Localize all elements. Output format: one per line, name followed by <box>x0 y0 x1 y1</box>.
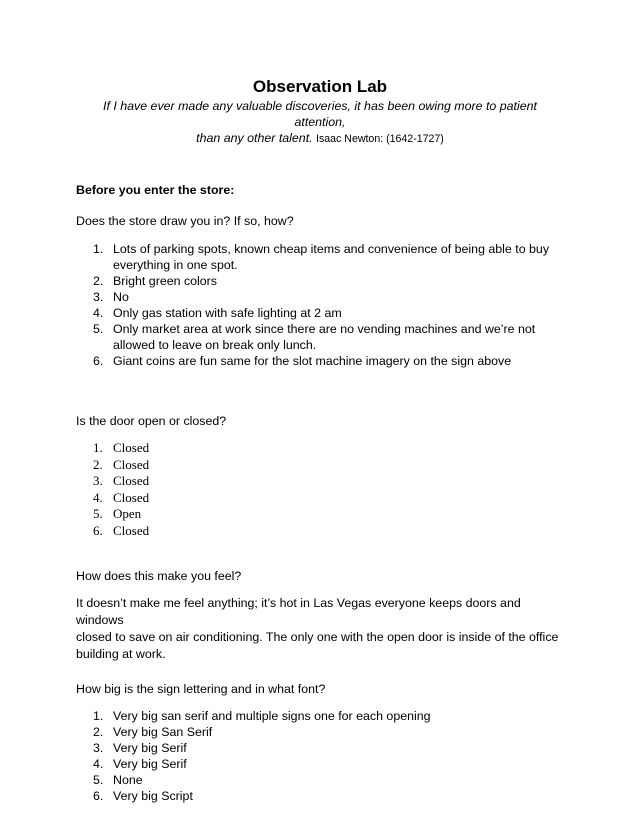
list-item <box>76 457 564 474</box>
epigraph-line-2 <box>76 130 564 147</box>
list-item <box>76 353 564 369</box>
list-item <box>76 724 564 740</box>
list-number: 4. <box>93 489 103 505</box>
question-sign-font: How big is the sign lettering and in what font? <box>76 682 326 696</box>
list-number: 3. <box>93 741 104 755</box>
list-item <box>76 305 564 321</box>
list-number: 5. <box>93 322 104 336</box>
list-item <box>76 273 564 289</box>
list-text-cont: everything in one spot. <box>113 258 238 272</box>
list-text: Very big Serif <box>113 757 187 771</box>
list-text: Very big San Serif <box>113 725 213 739</box>
list-item <box>76 740 564 756</box>
list-item <box>76 241 564 273</box>
list-number: 1. <box>93 440 103 455</box>
list-text: Closed <box>113 489 150 505</box>
answer-feel-line-2: closed to save on air conditioning. The only one with the open door is inside of the office <box>76 630 559 644</box>
question-door: Is the door open or closed? <box>76 414 227 428</box>
epigraph-line-2-text: than any other talent. <box>196 131 313 145</box>
list-number: 2. <box>93 274 104 288</box>
list-text: Open <box>113 506 142 521</box>
list-number: 6. <box>93 522 103 538</box>
epigraph-line-1: If I have ever made any valuable discoveries, it has been owing more to patient attention, <box>103 99 537 129</box>
list-text: Closed <box>113 456 150 472</box>
document-title: Observation Lab <box>252 77 388 96</box>
list-number: 2. <box>93 725 104 739</box>
list-number: 3. <box>93 290 104 304</box>
answers-door <box>76 440 564 539</box>
list-text: Bright green colors <box>113 274 217 288</box>
list-text: None <box>113 773 143 787</box>
list-number: 4. <box>93 306 104 320</box>
list-text: Giant coins are fun same for the slot machine imagery on the sign above <box>113 354 512 368</box>
list-text-cont: allowed to leave on break only lunch. <box>113 338 317 352</box>
list-item <box>76 490 564 507</box>
answer-feel <box>76 595 564 663</box>
epigraph-citation: Isaac Newton: (1642-1727) <box>316 133 444 145</box>
list-number: 4. <box>93 757 104 771</box>
list-number: 5. <box>93 773 104 787</box>
answers-sign-font <box>76 708 564 804</box>
question-feel: How does this make you feel? <box>76 569 242 583</box>
list-text: Lots of parking spots, known cheap items and convenience of being able to buy <box>113 242 550 256</box>
list-item <box>76 756 564 772</box>
list-item <box>76 506 564 523</box>
question-store-draw: Does the store draw you in? If so, how? <box>76 214 294 228</box>
list-number: 2. <box>93 456 103 472</box>
list-text: Very big san serif and multiple signs one for each opening <box>113 709 431 723</box>
list-number: 5. <box>93 506 103 521</box>
list-item <box>76 321 564 353</box>
answer-feel-line-1: It doesn’t make me feel anything; it’s hot in Las Vegas everyone keeps doors and windows <box>76 596 521 627</box>
list-number: 3. <box>93 473 103 488</box>
list-item <box>76 440 564 457</box>
list-text: Closed <box>113 473 150 488</box>
list-text: Only market area at work since there are no vending machines and we’re not <box>113 322 536 336</box>
answer-feel-line-3: building at work. <box>76 647 166 661</box>
section-heading: Before you enter the store: <box>76 183 235 197</box>
list-item <box>76 473 564 490</box>
list-number: 6. <box>93 354 104 368</box>
list-text: Very big Script <box>113 789 193 803</box>
list-text: Very big Serif <box>113 741 187 755</box>
list-text: No <box>113 290 129 304</box>
list-item <box>76 788 564 804</box>
list-number: 1. <box>93 709 104 723</box>
list-text: Only gas station with safe lighting at 2 am <box>113 306 342 320</box>
list-item <box>76 708 564 724</box>
list-item <box>76 772 564 788</box>
list-number: 1. <box>93 242 104 256</box>
list-number: 6. <box>93 789 104 803</box>
list-text: Closed <box>113 522 150 538</box>
list-item <box>76 289 564 305</box>
list-item <box>76 523 564 540</box>
answers-store-draw <box>76 241 564 369</box>
list-text: Closed <box>113 440 150 455</box>
epigraph <box>76 98 564 147</box>
